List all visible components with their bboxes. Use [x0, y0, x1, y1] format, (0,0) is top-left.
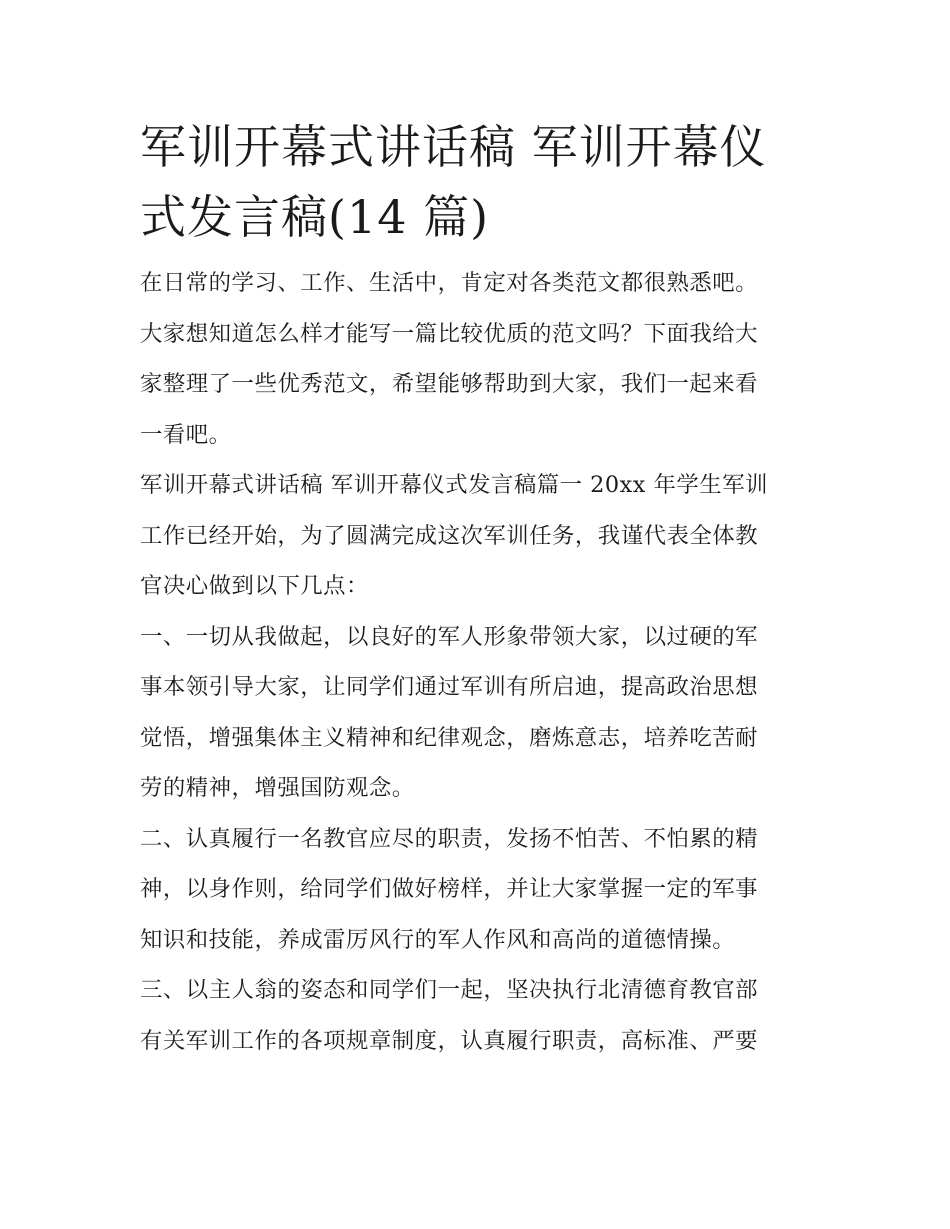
text-line: 官决心做到以下几点： [140, 573, 369, 599]
text-line: 工作已经开始，为了圆满完成这次军训任务，我谨代表全体教 [140, 522, 759, 549]
title-line: 式发言稿(14 篇) [140, 190, 490, 244]
text-line: 一看吧。 [140, 421, 232, 448]
point-three-paragraph [140, 965, 812, 1066]
text-line: 三、以主人翁的姿态和同学们一起，坚决执行北清德育教官部 [140, 977, 759, 1003]
text-line: 在日常的学习、工作、生活中，肯定对各类范文都很熟悉吧。 [140, 270, 759, 296]
text-line: 大家想知道怎么样才能写一篇比较优质的范文吗？下面我给大 [140, 320, 759, 347]
text-line: 觉悟，增强集体主义精神和纪律观念，磨炼意志，培养吃苦耐 [140, 724, 759, 751]
text-line: 军训开幕式讲话稿 军训开幕仪式发言稿篇一 20xx 年学生军训 [140, 472, 768, 498]
document-content [140, 112, 812, 1066]
point-two-paragraph [140, 814, 812, 966]
text-line: 一、一切从我做起，以良好的军人形象带领大家，以过硬的军 [140, 623, 759, 650]
text-line: 知识和技能，养成雷厉风行的军人作风和高尚的道德情操。 [140, 926, 736, 953]
text-line: 神，以身作则，给同学们做好榜样，并让大家掌握一定的军事 [140, 876, 759, 902]
text-line: 有关军训工作的各项规章制度，认真履行职责，高标准、严要 [140, 1027, 759, 1054]
document-title [140, 112, 812, 252]
text-line: 家整理了一些优秀范文，希望能够帮助到大家，我们一起来看 [140, 371, 759, 397]
text-line: 二、认真履行一名教官应尽的职责，发扬不怕苦、不怕累的精 [140, 825, 759, 852]
text-line: 事本领引导大家，让同学们通过军训有所启迪，提高政治思想 [140, 674, 759, 700]
section-one-heading-paragraph [140, 460, 812, 612]
intro-paragraph [140, 258, 812, 460]
title-line: 军训开幕式讲话稿 军训开幕仪 [140, 120, 767, 174]
text-line: 劳的精神，增强国防观念。 [140, 775, 415, 801]
point-one-paragraph [140, 612, 812, 814]
